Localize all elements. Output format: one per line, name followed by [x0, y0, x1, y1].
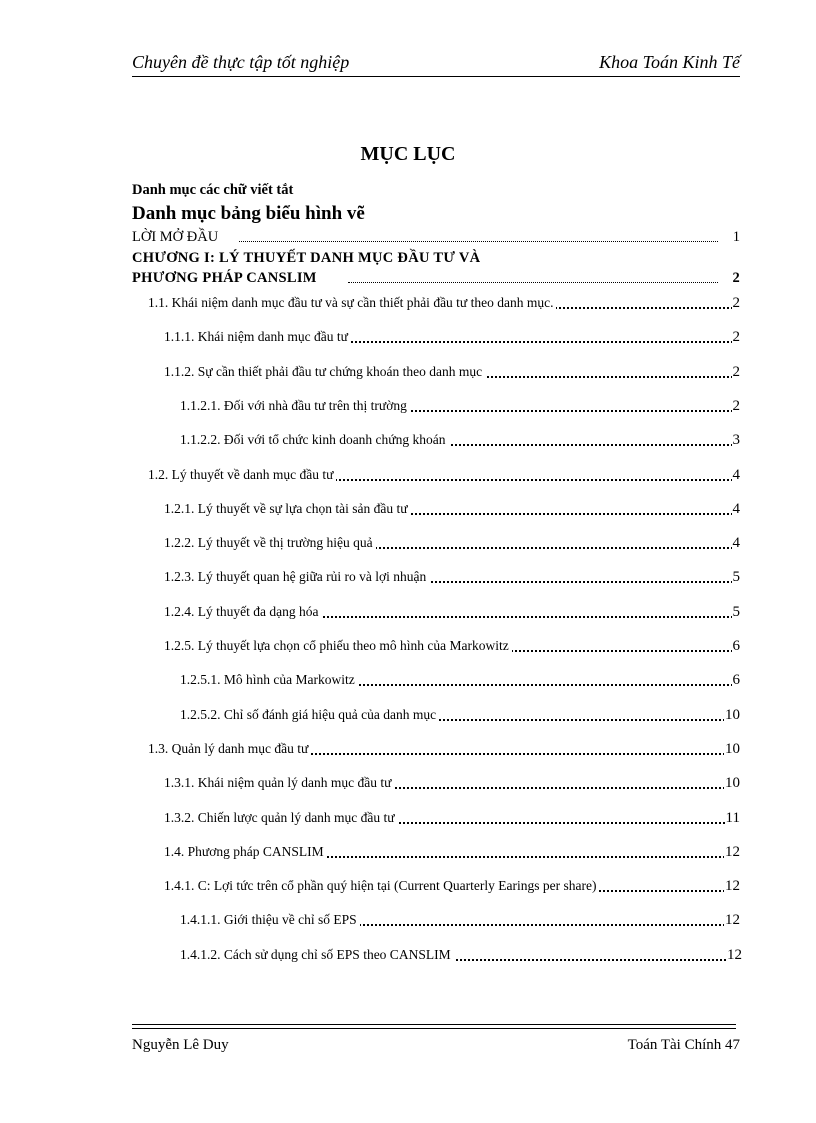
toc-entry: [164, 775, 740, 795]
toc-entry-text: 1.1. Khái niệm danh mục đầu tư và sự cần thiết phải đầu tư theo danh mục.: [148, 295, 556, 311]
dot-leader: [239, 241, 718, 242]
toc-entry-page: 5: [732, 603, 740, 620]
toc-entry: [180, 432, 740, 452]
footer-rule: [132, 1024, 736, 1029]
toc-entry-text: 1.4. Phương pháp CANSLIM: [164, 844, 327, 860]
toc-entry-text: 1.2.2. Lý thuyết về thị trường hiệu quả: [164, 535, 376, 551]
toc-entry-text: 1.2.4. Lý thuyết đa dạng hóa: [164, 604, 321, 620]
toc-entry-page: 5: [732, 569, 740, 586]
footer-author: Nguyễn Lê Duy: [132, 1037, 229, 1053]
toc-entry-text: 1.2.5.1. Mô hình của Markowitz: [180, 672, 358, 688]
toc-entry-text: 1.4.1.2. Cách sử dụng chỉ số EPS theo CANSLIM: [180, 947, 454, 963]
toc-entry-page: 12: [725, 843, 740, 860]
toc-entry-text: 1.3.2. Chiến lược quản lý danh mục đầu tư: [164, 810, 398, 826]
toc-entry: [148, 467, 740, 487]
toc-entry-page: 3: [732, 432, 740, 449]
toc-entry: [148, 741, 740, 761]
toc-entry-page: 12: [725, 878, 740, 895]
toc-entry-page: 10: [725, 706, 740, 723]
toc-entry-page: 2: [732, 363, 740, 380]
toc-entry: [164, 535, 740, 555]
toc-entry: [180, 947, 742, 967]
toc-entry-page: 11: [725, 809, 740, 826]
toc-entry-page: 2: [732, 329, 740, 346]
toc-entry: [148, 295, 740, 315]
toc-entry-page: 10: [725, 775, 740, 792]
toc-entry-text: 1.2. Lý thuyết về danh mục đầu tư: [148, 467, 336, 483]
toc-entry-text: 1.4.1. C: Lợi tức trên cổ phần quý hiện tại (Current Quarterly Earings per share): [164, 878, 599, 894]
abbreviation-list-heading: Danh mục các chữ viết tắt: [132, 182, 294, 198]
page-title: MỤC LỤC: [360, 143, 456, 165]
toc-entry-text: 1.2.5. Lý thuyết lựa chọn cổ phiếu theo mô hình của Markowitz: [164, 638, 512, 654]
toc-entry: [164, 810, 740, 830]
toc-entry-page: 12: [727, 946, 742, 963]
toc-entry: [164, 329, 740, 349]
toc-entry-page: 12: [725, 912, 740, 929]
toc-entry-page: 2: [732, 295, 740, 311]
toc-entry-page: 4: [732, 535, 740, 552]
toc-entry-page: 4: [732, 466, 740, 483]
toc-entry: [180, 398, 740, 418]
toc-entry: [164, 501, 740, 521]
toc-entry-text: 1.1.1. Khái niệm danh mục đầu tư: [164, 329, 351, 345]
toc-entry-text: 1.3.1. Khái niệm quản lý danh mục đầu tư: [164, 775, 394, 791]
toc-entry-text: LỜI MỞ ĐẦU: [132, 229, 219, 245]
toc-entry: [164, 364, 740, 384]
toc-entry-page: 2: [732, 397, 740, 414]
footer-class: Toán Tài Chính 47: [627, 1037, 740, 1053]
header-right-text: Khoa Toán Kinh Tế: [599, 52, 740, 72]
toc-entry: [180, 912, 740, 932]
toc-entry-text: 1.1.2.2. Đối với tổ chức kinh doanh chứng khoán: [180, 432, 449, 448]
toc-entry: [164, 604, 740, 624]
chapter-heading-line2: PHƯƠNG PHÁP CANSLIM: [132, 270, 317, 286]
toc-entry-text: 1.2.5.2. Chỉ số đánh giá hiệu quả của danh mục: [180, 707, 439, 723]
toc-entry: [164, 878, 740, 898]
chapter-heading-line1: CHƯƠNG I: LÝ THUYẾT DANH MỤC ĐẦU TƯ VÀ: [132, 250, 481, 266]
toc-entry: [180, 672, 740, 692]
toc-entry-page: 6: [732, 672, 740, 689]
page-footer: [132, 1037, 740, 1057]
toc-entry-text: 1.3. Quản lý danh mục đầu tư: [148, 741, 311, 757]
toc-entry-text: 1.4.1.1. Giới thiệu về chỉ số EPS: [180, 912, 360, 928]
toc-entry-text: 1.1.2. Sự cần thiết phải đầu tư chứng khoán theo danh mục: [164, 364, 485, 380]
toc-entry-page: 2: [732, 270, 740, 286]
toc-entry: [164, 844, 740, 864]
toc-entry-chapter1: [132, 270, 740, 290]
toc-entry-text: 1.2.3. Lý thuyết quan hệ giữa rủi ro và lợi nhuận: [164, 569, 429, 585]
toc-entry-introduction: [132, 229, 740, 249]
toc-entry-page: 6: [732, 638, 740, 654]
header-left-text: Chuyên đề thực tập tốt nghiệp: [132, 52, 350, 72]
toc-entry-text: 1.1.2.1. Đối với nhà đầu tư trên thị trường: [180, 398, 410, 414]
page-header: [132, 52, 740, 77]
dot-leader: [348, 282, 718, 283]
toc-entry-page: 1: [732, 229, 740, 245]
toc-entry: [164, 638, 740, 658]
toc-entry: [180, 707, 740, 727]
toc-entry-page: 10: [725, 740, 740, 757]
toc-entry-page: 4: [732, 500, 740, 517]
toc-entry: [164, 569, 740, 589]
figure-list-heading: Danh mục bảng biểu hình vẽ: [132, 203, 365, 224]
toc-entry-text: 1.2.1. Lý thuyết về sự lựa chọn tài sản đầu tư: [164, 501, 411, 517]
